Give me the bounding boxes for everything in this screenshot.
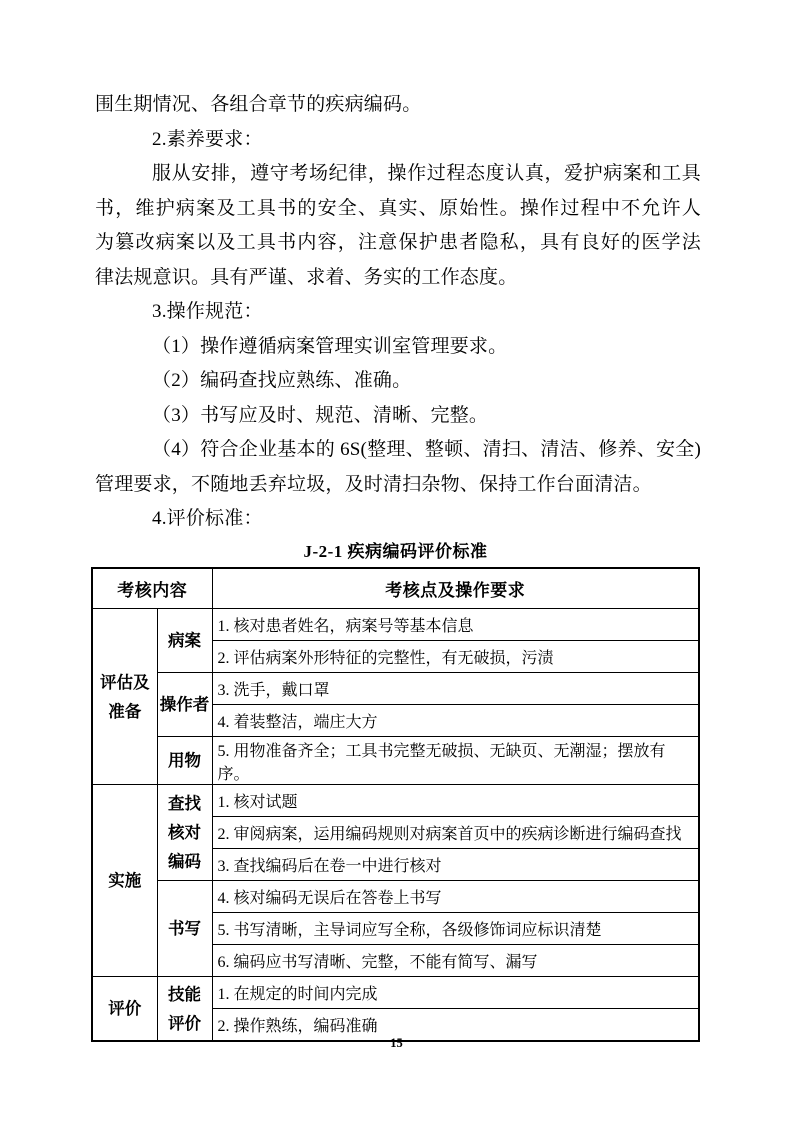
- sub-cell-skill-evaluation: [157, 977, 212, 1042]
- item-cell: 4. 着装整洁，端庄大方: [212, 705, 699, 737]
- item-cell: 4. 核对编码无误后在答卷上书写: [212, 881, 699, 913]
- body-line: 书，维护病案及工具书的安全、真实、原始性。操作过程中不允许人: [95, 197, 701, 219]
- table-row: [92, 977, 699, 1009]
- sub-label-line: 查找: [168, 794, 201, 813]
- body-line: 律法规意识。具有严谨、求着、务实的工作态度。: [95, 266, 518, 288]
- sub-label-line: 书写: [168, 919, 201, 938]
- table-row: [92, 609, 699, 641]
- sub-cell-code-lookup: [157, 785, 212, 881]
- section-label-line: 评估及: [100, 672, 150, 692]
- evaluation-table: [91, 567, 700, 1042]
- evaluation-table-block: [91, 537, 700, 1042]
- item-cell: 1. 核对患者姓名，病案号等基本信息: [212, 609, 699, 641]
- table-header-row: [92, 568, 699, 609]
- item-cell: 5. 用物准备齐全；工具书完整无破损、无缺页、无潮湿；摆放有序。: [212, 737, 699, 785]
- sub-label-line: 技能: [168, 984, 201, 1004]
- sub-label-line: 评价: [168, 1013, 201, 1033]
- item-cell: 3. 洗手，戴口罩: [212, 673, 699, 705]
- item-cell: 3. 查找编码后在卷一中进行核对: [212, 849, 699, 881]
- header-cell-requirements: 考核点及操作要求: [212, 568, 699, 609]
- sub-label-line: 核对: [168, 823, 201, 842]
- item-cell: 5. 书写清晰，主导词应写全称，各级修饰词应标识清楚: [212, 913, 699, 945]
- section-cell-implementation: [92, 785, 157, 977]
- item-cell: 2. 操作熟练，编码准确: [212, 1009, 699, 1042]
- sub-cell-operator: [157, 673, 212, 737]
- sub-label-line: 用物: [168, 751, 201, 770]
- section-cell-preparation: [92, 609, 157, 785]
- sub-cell-supplies: [157, 737, 212, 785]
- table-row: [92, 881, 699, 913]
- sub-cell-writing: [157, 881, 212, 977]
- body-line: （3）书写应及时、规范、清晰、完整。: [152, 404, 489, 426]
- item-cell: 2. 审阅病案，运用编码规则对病案首页中的疾病诊断进行编码查找: [212, 817, 699, 849]
- sub-label-line: 操作者: [159, 695, 210, 714]
- body-line: 管理要求，不随地丢弃垃圾，及时清扫杂物、保持工作台面清洁。: [95, 473, 652, 495]
- table-title: J-2-1 疾病编码评价标准: [303, 542, 488, 561]
- sub-label-line: 编码: [168, 852, 201, 871]
- body-line: （1）操作遵循病案管理实训室管理要求。: [152, 335, 508, 357]
- body-line: 服从安排，遵守考场纪律，操作过程态度认真，爱护病案和工具: [152, 163, 701, 184]
- body-line: 3.操作规范：: [152, 301, 263, 322]
- section-label-line: 准备: [108, 701, 142, 721]
- body-line: （4）符合企业基本的 6S(整理、整顿、清扫、清洁、修养、安全): [152, 439, 701, 460]
- item-cell: 2. 评估病案外形特征的完整性，有无破损，污渍: [212, 641, 699, 673]
- item-cell: 6. 编码应书写清晰、完整，不能有简写、漏写: [212, 945, 699, 977]
- body-line: 4.评价标准：: [152, 508, 263, 529]
- section-label-line: 评价: [108, 999, 142, 1018]
- sub-label-line: 病案: [168, 631, 201, 650]
- section-cell-evaluation: [92, 977, 157, 1042]
- item-cell: 1. 在规定的时间内完成: [212, 977, 699, 1009]
- body-line: （2）编码查找应熟练、准确。: [152, 370, 412, 391]
- item-cell: 1. 核对试题: [212, 785, 699, 817]
- section-label-line: 实施: [108, 871, 142, 890]
- body-line: 为篡改病案以及工具书内容，注意保护患者隐私，具有良好的医学法: [95, 232, 701, 253]
- sub-cell-medical-record: [157, 609, 212, 673]
- body-text: [95, 88, 701, 537]
- table-row: [92, 737, 699, 785]
- body-line: 围生期情况、各组合章节的疾病编码。: [95, 94, 422, 115]
- table-row: [92, 785, 699, 817]
- table-row: [92, 673, 699, 705]
- page-number: 15: [390, 1036, 403, 1050]
- body-line: 2.素养要求：: [152, 128, 263, 150]
- header-cell-content: 考核内容: [92, 568, 212, 609]
